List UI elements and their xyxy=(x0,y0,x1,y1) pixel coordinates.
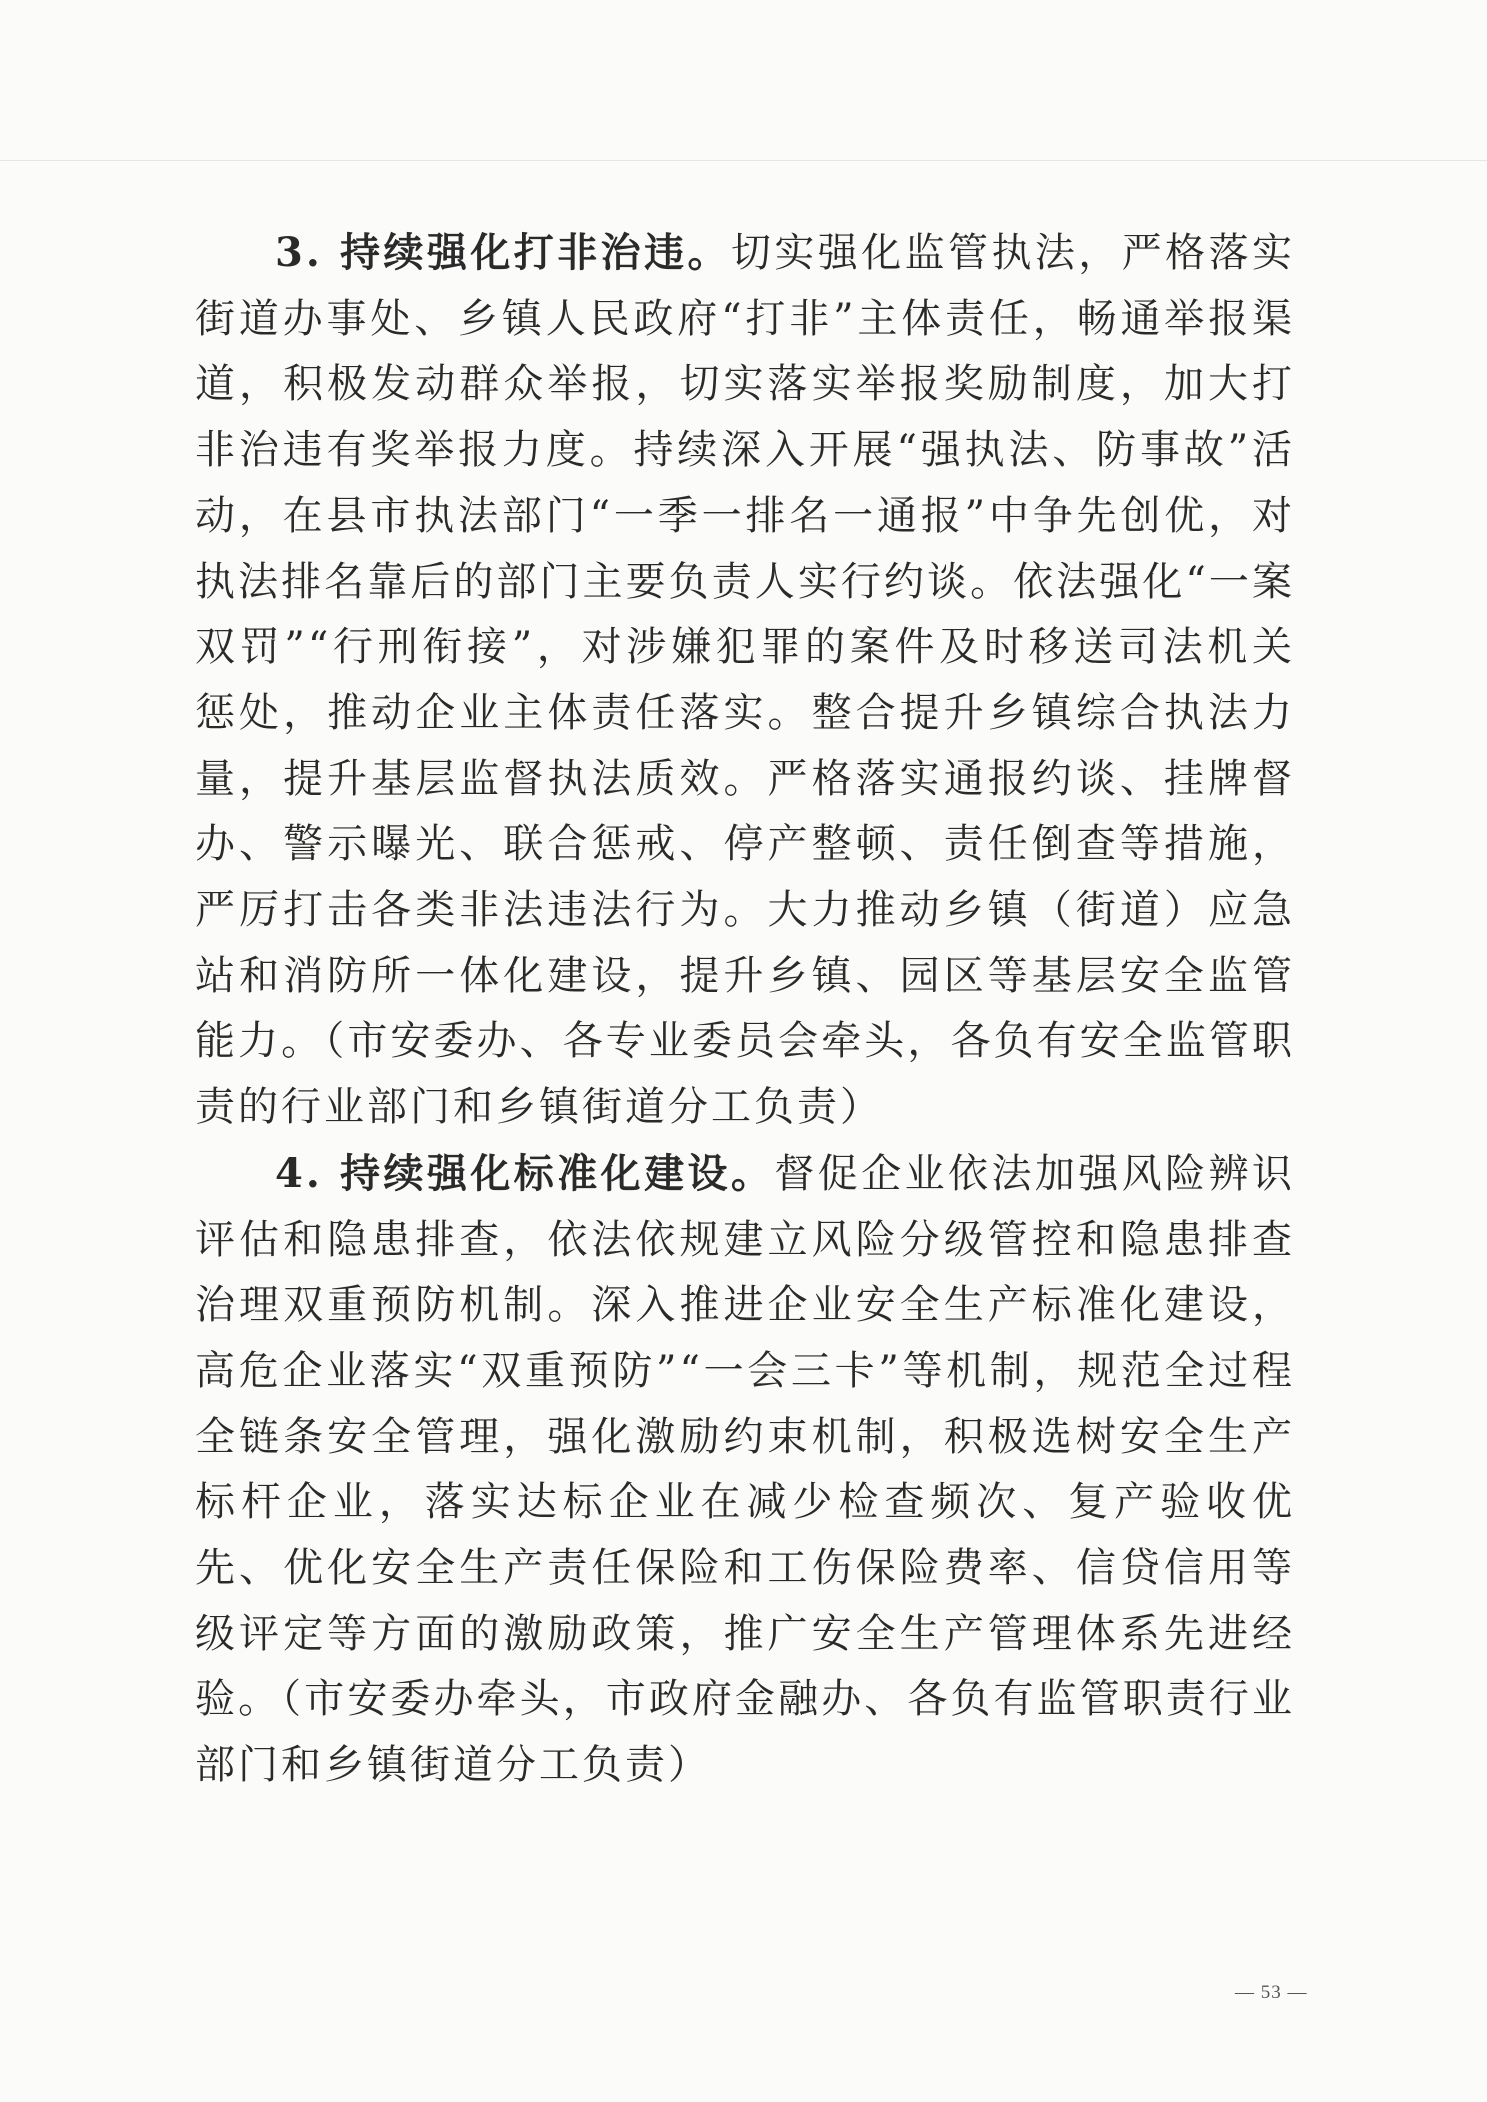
paragraph-4 xyxy=(195,1141,1295,1799)
paragraph-4-text: 督促企业依法加强风险辨识评估和隐患排查，依法依规建立风险分级管控和隐患排查治理双重预防机制。深入推进企业安全生产标准化建设，高危企业落实“双重预防”“一会三卡”等机制，规范全过程全链条安全管理，强化激励约束机制，积极选树安全生产标杆企业，落实达标企业在减少检查频次、复产验收优先、优化安全生产责任保险和工伤保险费率、信贷信用等级评定等方面的激励政策，推广安全生产管理体系先进经验。（市安委办牵头，市政府金融办、各负有监管职责行业部门和乡镇街道分工负责） xyxy=(195,1150,1295,1789)
document-body xyxy=(195,220,1295,1799)
paragraph-3-text: 切实强化监管执法，严格落实街道办事处、乡镇人民政府“打非”主体责任，畅通举报渠道，积极发动群众举报，切实落实举报奖励制度，加大打非治违有奖举报力度。持续深入开展“强执法、防事故”活动，在县市执法部门“一季一排名一通报”中争先创优，对执法排名靠后的部门主要负责人实行约谈。依法强化“一案双罚”“行刑衔接”，对涉嫌犯罪的案件及时移送司法机关惩处，推动企业主体责任落实。整合提升乡镇综合执法力量，提升基层监督执法质效。严格落实通报约谈、挂牌督办、警示曝光、联合惩戒、停产整顿、责任倒查等措施，严厉打击各类非法违法行为。大力推动乡镇（街道）应急站和消防所一体化建设，提升乡镇、园区等基层安全监管能力。（市安委办、各专业委员会牵头，各负有安全监管职责的行业部门和乡镇街道分工负责） xyxy=(195,230,1296,1131)
page-number: — 53 — xyxy=(1235,1982,1308,2003)
paragraph-3 xyxy=(195,220,1295,1141)
paragraph-4-heading: 4. 持续强化标准化建设。 xyxy=(275,1149,775,1197)
paragraph-3-heading: 3. 持续强化打非治违。 xyxy=(275,229,731,276)
page-edge-line xyxy=(0,160,1487,161)
